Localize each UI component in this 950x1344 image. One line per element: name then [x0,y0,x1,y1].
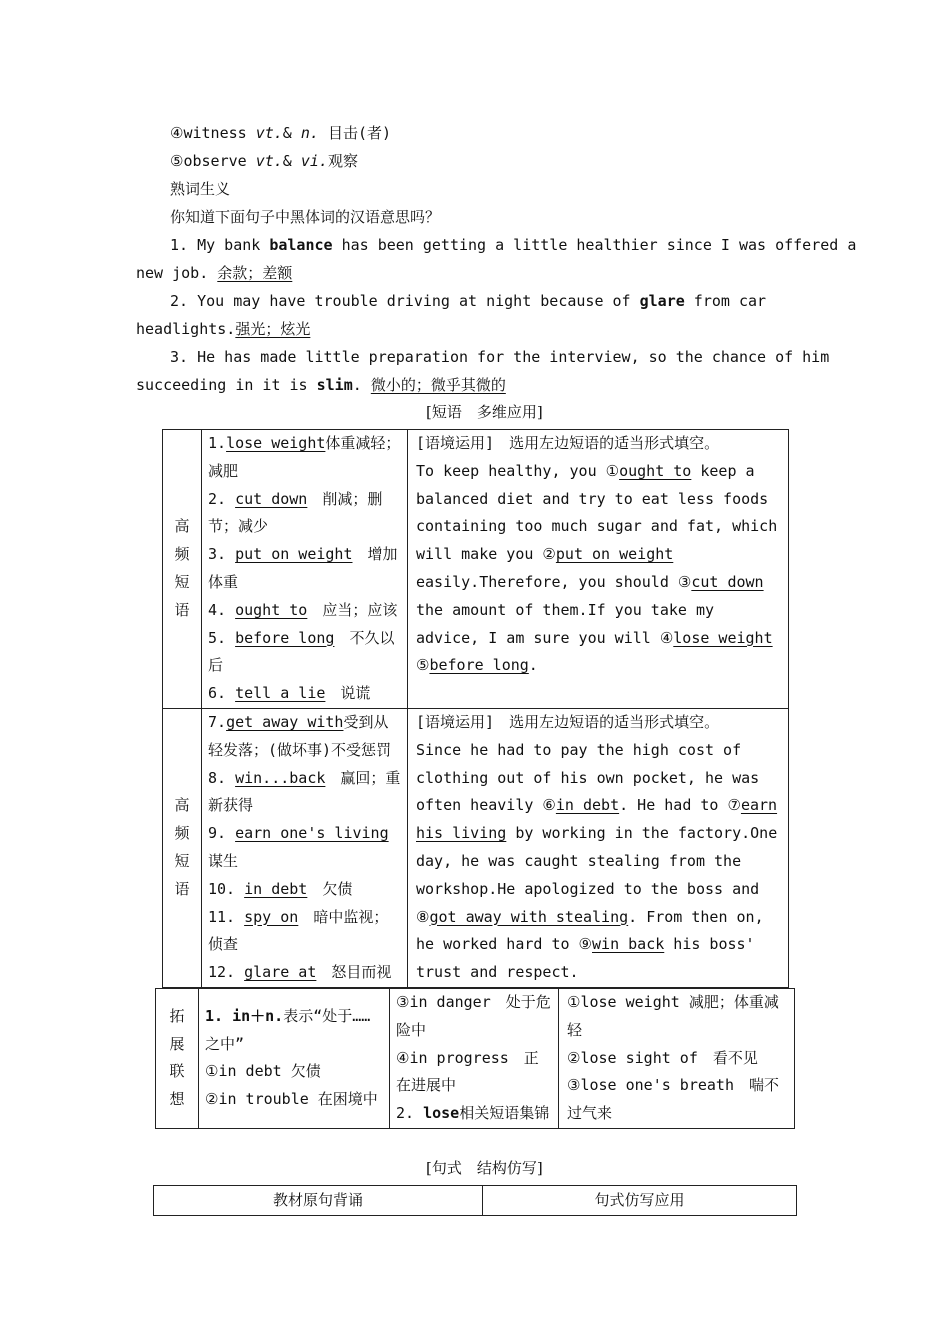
phrase-text: earn one's living [235,824,389,843]
answer-text: lose weight [673,628,773,647]
phrase-text: win...back [235,768,326,787]
answer-text: earn his living [416,796,778,843]
item-mark: ④ [170,124,184,142]
label-char: 频 [174,545,190,564]
answer-text: got away with stealing [429,907,629,926]
context-instruction: 选用左边短语的适当形式填空。 [509,434,720,452]
phrase-item [208,541,401,597]
phrase-item [208,680,401,708]
sentence-number: 3. [170,348,189,366]
passage-text: easily.Therefore, you should ③ [416,572,692,591]
answer-text: 余款；差额 [217,264,293,282]
phrase-meaning: 不久以后 [208,628,395,675]
phrase-num: 4. [208,600,227,619]
question-text: 你知道下面句子中黑体词的汉语意思吗？ [170,208,441,226]
phrase-item [208,430,401,486]
phrase-num: 8. [208,768,227,787]
sentence-text: has been getting a little healthier since I was offered a [332,236,857,254]
vocab-word: witness [183,124,247,142]
label-char: 语 [174,879,190,898]
answer-text: win back [592,935,665,954]
passage-text: . From then on, he worked hard to ⑨ [416,907,764,954]
sentence-number: 1. [170,236,189,254]
phrase-item [208,597,401,625]
phrase-text: tell a lie [235,684,326,703]
phrase-item [208,820,401,876]
sentence-1-line-2 [136,263,292,283]
list-heading: 相关短语集锦 [459,1104,550,1123]
phrase-item [208,765,401,821]
sentence-1-line-1 [170,235,856,255]
phrase-list [202,708,408,987]
phrase-text: in debt [244,879,308,898]
sentence-2-line-2 [136,319,310,339]
phrases-table [162,429,789,988]
phrase-num: 1. [208,434,227,452]
phrase-meaning: 应当；应该 [322,600,398,619]
label-char: 语 [174,600,190,619]
phrase-meaning: 谋生 [208,851,239,870]
bold-word: balance [269,236,333,254]
vocab-meaning: 观察 [327,152,358,170]
phrase-num: 12. [208,963,236,982]
pos-tag: vt. [255,152,283,170]
vocab-observe [170,151,358,171]
label-char: 频 [174,824,190,843]
phrase-text: ought to [235,600,308,619]
label-char: 高 [174,796,190,815]
amp: & [282,152,292,170]
phrase-item [208,709,401,765]
pos-tag: vt. [255,124,283,142]
label-char: 短 [174,572,190,591]
vocab-witness [170,123,391,143]
sentence-number: 2. [170,292,189,310]
context-cell [408,708,789,987]
phrase-item [208,486,401,542]
phrase-meaning: 受到从轻发落；(做坏事)不受惩罚 [208,712,392,759]
answer-text: cut down [691,572,764,591]
passage-text: . [528,656,538,675]
list-item: ②in trouble 在困境中 [205,1090,378,1109]
item-mark: ⑤ [170,152,184,170]
sentence-text: You may have trouble driving at night because of [197,292,640,310]
phrase-meaning: 说谎 [340,684,371,703]
pos-tag: vi. [300,152,328,170]
phrase-item [208,876,401,904]
table-row [154,1186,797,1216]
passage-text: by working in the factory.One day, he was caught stealing from the workshop.He apologized to the boss and ⑧ [416,824,778,926]
extension-table [155,988,795,1129]
phrase-text: get away with [226,712,344,731]
pos-tag: n. [300,124,319,142]
passage-text: ⑤ [416,656,430,675]
context-head: [语境运用] [416,712,495,731]
list-item: ③lose one's breath 喘不过气来 [567,1076,779,1123]
list-item: ①in debt 欠债 [205,1062,321,1081]
phrases-heading: [短语 多维应用] [426,403,543,421]
phrase-num: 7. [208,712,227,731]
context-head: [语境运用] [416,434,495,452]
answer-text: 强光；炫光 [235,320,311,338]
bold-word: glare [639,292,685,310]
label-char: 展 [169,1034,185,1053]
sentence-text: My bank [197,236,270,254]
sentence-table [153,1185,797,1216]
label-char: 短 [174,851,190,870]
context-instruction: 选用左边短语的适当形式填空。 [509,712,720,731]
phrase-item [208,959,401,987]
list-item: ③in danger 处于危险中 [396,993,551,1039]
list-item: ①lose weight 减肥；体重减轻 [567,993,779,1039]
item-number: 2. [396,1104,415,1123]
phrase-num: 11. [208,907,236,926]
sentence-text: from car [684,292,767,310]
sentence-text: new job. [136,264,209,282]
phrase-num: 9. [208,824,227,843]
label-char: 想 [169,1090,185,1109]
answer-text: put on weight [555,545,674,564]
header-imitation: 句式仿写应用 [483,1186,797,1216]
section-heading-familiar-words: 熟词生义 [170,180,231,198]
phrase-text: before long [235,628,335,647]
passage-text: Since he had to pay the high cost of clothing out of his own pocket, he was often heavily ⑥ [416,740,760,815]
vocab-meaning: 目击(者) [327,124,392,142]
answer-text: ought to [619,461,692,480]
passage-text: . He had to ⑦ [619,796,741,815]
answer-text: before long [429,656,529,675]
table-row [163,430,789,709]
amp: & [282,124,292,142]
table-row [156,989,795,1129]
sentence-text: headlights. [136,320,236,338]
table-row [163,708,789,987]
context-cell [408,430,789,709]
passage-text: To keep healthy, you ① [416,461,620,480]
bold-word: lose [423,1104,460,1123]
sentence-heading: [句式 结构仿写] [426,1159,543,1177]
extension-col-2 [390,989,559,1129]
sentence-2-line-1 [170,291,766,311]
label-char: 联 [169,1062,185,1081]
passage-text: keep a balanced diet and try to eat less foods containing too much sugar and fat, which will make you ② [416,461,778,564]
sentence-3-line-2 [136,375,506,395]
phrase-meaning: 体重减轻；减肥 [208,434,401,480]
vocab-word: observe [183,152,247,170]
phrase-meaning: 削减；删节；减少 [208,489,383,536]
sentence-text: succeeding in it is [136,376,317,394]
phrase-num: 6. [208,684,227,703]
sentence-text: . [352,376,362,394]
phrase-text: glare at [244,963,317,982]
phrase-text: cut down [235,489,308,508]
phrase-num: 5. [208,628,227,647]
phrase-num: 10. [208,879,236,898]
phrase-text: put on weight [235,545,353,564]
sentence-text: He has made little preparation for the interview, so the chance of him [197,348,830,366]
header-original-sentence: 教材原句背诵 [154,1186,483,1216]
bold-pattern: 1. in＋n. [205,1006,284,1025]
answer-text: in debt [555,796,620,815]
list-item: ④in progress 正在进展中 [396,1048,539,1095]
phrase-meaning: 赢回；重新获得 [208,768,401,815]
list-item: ②lose sight of 看不见 [567,1048,758,1067]
row-label [163,708,202,987]
phrase-text: spy on [244,907,299,926]
phrase-num: 2. [208,489,227,508]
answer-text: 微小的；微乎其微的 [370,376,506,394]
bold-word: slim [316,376,353,394]
sentence-3-line-1 [170,347,829,367]
extension-col-1 [199,989,390,1129]
phrase-meaning: 暗中监视；侦查 [208,907,389,954]
phrase-meaning: 欠债 [322,879,353,898]
phrase-meaning: 增加体重 [208,545,398,591]
passage-text: his boss' trust and respect. [416,935,755,982]
row-label [156,989,199,1129]
phrase-text: lose weight [226,434,326,452]
passage-text: the amount of them.If you take my advice, I am sure you will ④ [416,600,715,647]
extension-col-3 [559,989,795,1129]
phrase-meaning: 怒目而视 [331,963,392,982]
phrase-num: 3. [208,545,227,564]
label-char: 拓 [169,1006,185,1025]
phrase-list [202,430,408,709]
row-label [163,430,202,709]
phrase-item [208,904,401,960]
phrase-item [208,625,401,681]
pattern-desc: 表示“处于……之中” [205,1006,371,1053]
label-char: 高 [174,517,190,536]
